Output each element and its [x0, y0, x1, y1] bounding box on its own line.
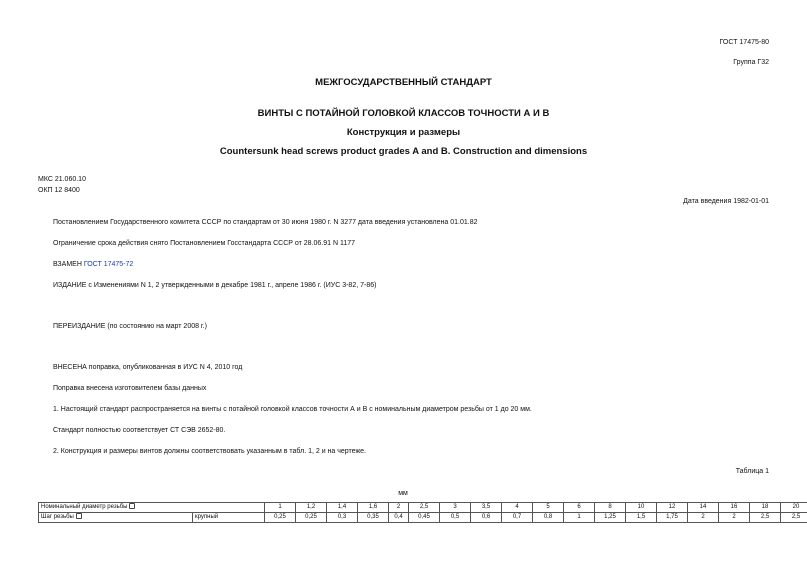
- diameter-cell: 1: [265, 503, 296, 513]
- diameter-cell: 3,5: [471, 503, 502, 513]
- reissue-paragraph: ПЕРЕИЗДАНИЕ (по состоянию на март 2008 г.): [53, 323, 207, 330]
- subtitle: Конструкция и размеры: [346, 127, 461, 138]
- formula-icon: [76, 513, 82, 519]
- clause-1: 1. Настоящий стандарт распространяется на винты с потайной головкой классов точности А и В с номинальным диаметром резьбы от 1 до 20 мм.: [53, 406, 532, 413]
- pitch-cell: 0,45: [409, 513, 440, 523]
- table-unit: мм: [398, 490, 408, 497]
- pitch-row-label: Шаг резьбы: [39, 513, 193, 523]
- pitch-cell: 1,5: [626, 513, 657, 523]
- pitch-row-sublabel: крупный: [193, 513, 265, 523]
- pitch-cell: 1,75: [657, 513, 688, 523]
- restriction-paragraph: Ограничение срока действия снято Постановлением Госстандарта СССР от 28.06.91 N 1177: [53, 240, 355, 247]
- edition-paragraph: ИЗДАНИЕ с Изменениями N 1, 2 утвержденными в декабре 1981 г., апреле 1986 г. (ИУС 3-82, 7-86): [53, 282, 377, 289]
- clause-2: 2. Конструкция и размеры винтов должны соответствовать указанным в табл. 1, 2 и на чертеже.: [53, 448, 367, 455]
- pitch-cell: 0,25: [296, 513, 327, 523]
- main-title: ВИНТЫ С ПОТАЙНОЙ ГОЛОВКОЙ КЛАССОВ ТОЧНОСТИ А И В: [257, 108, 550, 119]
- replaced-prefix: ВЗАМЕН: [53, 261, 82, 268]
- pitch-row: [39, 513, 807, 523]
- replaced-paragraph: [53, 261, 133, 268]
- standard-code: ГОСТ 17475-80: [719, 39, 769, 46]
- pitch-cell: 0,4: [389, 513, 409, 523]
- correction-note: Поправка внесена изготовителем базы данных: [53, 385, 207, 392]
- okp-code: ОКП 12 8400: [38, 187, 80, 194]
- diameter-row-label: Номинальный диаметр резьбы: [39, 503, 265, 513]
- interstate-title: МЕЖГОСУДАРСТВЕННЫЙ СТАНДАРТ: [315, 77, 492, 88]
- correction-paragraph: ВНЕСЕНА поправка, опубликованная в ИУС N 4, 2010 год: [53, 364, 243, 371]
- pitch-cell: 1: [564, 513, 595, 523]
- diameter-cell: 10: [626, 503, 657, 513]
- diameter-cell: 1,2: [296, 503, 327, 513]
- diameter-cell: 2: [389, 503, 409, 513]
- diameter-cell: 1,6: [358, 503, 389, 513]
- diameter-cell: 2,5: [409, 503, 440, 513]
- diameter-cell: 14: [688, 503, 719, 513]
- diameter-cell: 18: [750, 503, 781, 513]
- formula-icon: [129, 503, 135, 509]
- diameter-cell: 16: [719, 503, 750, 513]
- replaced-standard-link[interactable]: ГОСТ 17475-72: [83, 261, 134, 268]
- diameter-row: [39, 503, 807, 513]
- diameter-cell: 1,4: [327, 503, 358, 513]
- diameter-cell: 5: [533, 503, 564, 513]
- diameter-cell: 12: [657, 503, 688, 513]
- group-code: Группа Г32: [733, 59, 769, 66]
- pitch-cell: 0,25: [265, 513, 296, 523]
- table-caption: Таблица 1: [735, 468, 769, 475]
- pitch-cell: 0,5: [440, 513, 471, 523]
- pitch-cell: 1,25: [595, 513, 626, 523]
- pitch-cell: 2: [688, 513, 719, 523]
- diameter-cell: 4: [502, 503, 533, 513]
- mks-code: МКС 21.060.10: [38, 176, 86, 183]
- pitch-cell: 2,5: [750, 513, 781, 523]
- screw-dimensions-table: [38, 502, 807, 523]
- pitch-cell: 0,7: [502, 513, 533, 523]
- pitch-cell: 0,6: [471, 513, 502, 523]
- pitch-cell: 2,5: [781, 513, 807, 523]
- pitch-cell: 0,8: [533, 513, 564, 523]
- pitch-cell: 2: [719, 513, 750, 523]
- compliance-paragraph: Стандарт полностью соответствует СТ СЭВ 2652-80.: [53, 427, 226, 434]
- diameter-cell: 6: [564, 503, 595, 513]
- diameter-cell: 20: [781, 503, 807, 513]
- pitch-cell: 0,3: [327, 513, 358, 523]
- pitch-cell: 0,35: [358, 513, 389, 523]
- english-title: Countersunk head screws product grades A and B. Construction and dimensions: [219, 146, 588, 157]
- resolution-paragraph: Постановлением Государственного комитета СССР по стандартам от 30 июня 1980 г. N 3277 дата введения установлена 01.01.82: [53, 219, 478, 226]
- diameter-cell: 8: [595, 503, 626, 513]
- intro-date: Дата введения 1982-01-01: [683, 198, 769, 205]
- diameter-cell: 3: [440, 503, 471, 513]
